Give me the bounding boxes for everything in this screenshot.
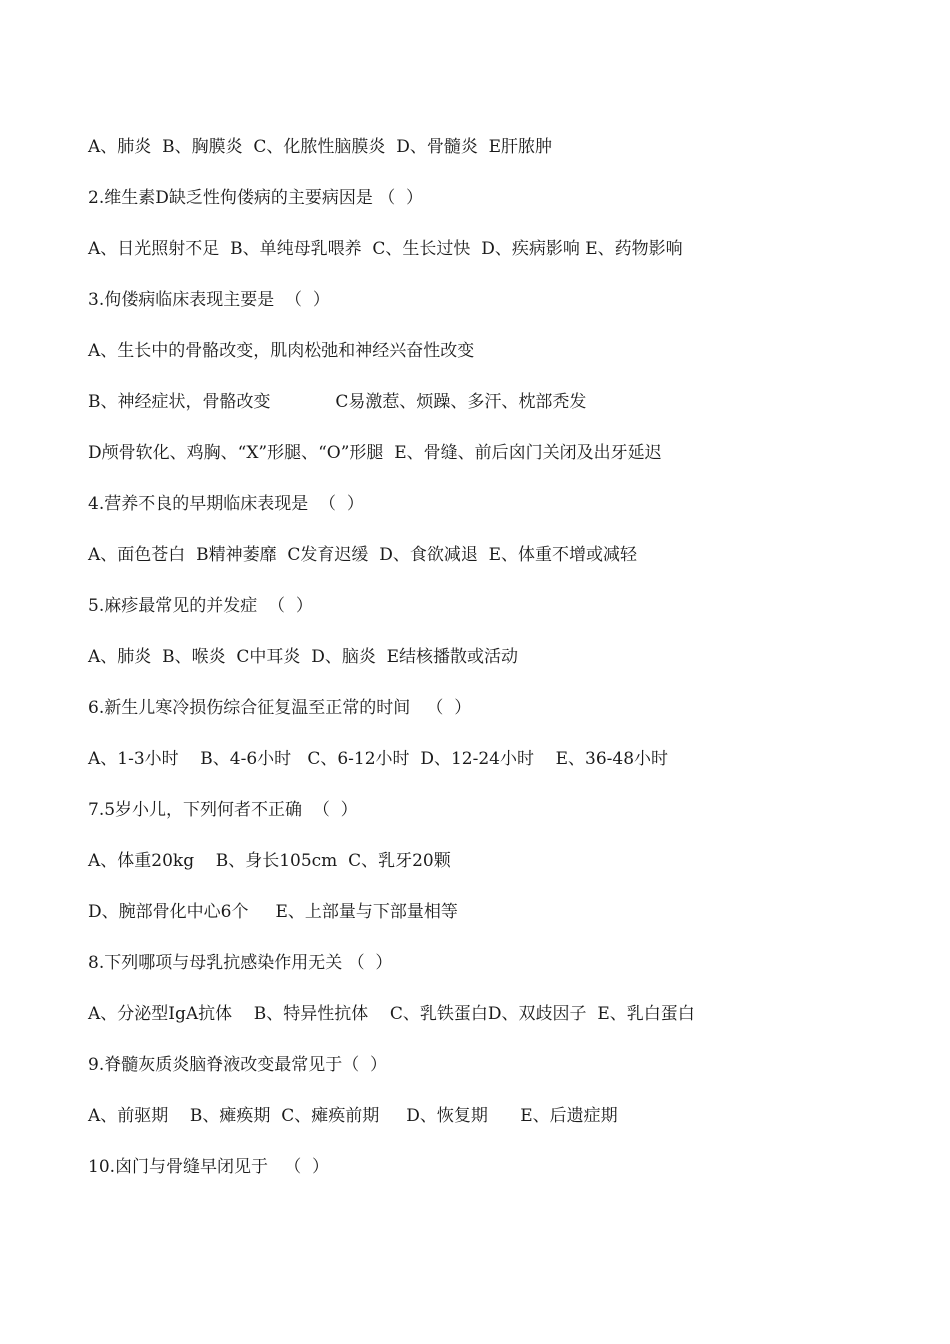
- q2-stem: 2.维生素D缺乏性佝偻病的主要病因是 （ ）: [88, 188, 424, 208]
- q7-options-a-c: A、体重20kg B、身长105cm C、乳牙20颗: [88, 851, 451, 871]
- q5-options: A、肺炎 B、喉炎 C中耳炎 D、脑炎 E结核播散或活动: [88, 647, 519, 667]
- q10-stem: 10.囟门与骨缝早闭见于 （ ）: [88, 1157, 330, 1177]
- q4-options: A、面色苍白 B精神萎靡 C发育迟缓 D、食欲减退 E、体重不增或减轻: [88, 545, 638, 565]
- q3-options-b-c: B、神经症状，骨骼改变 C易激惹、烦躁、多汗、枕部秃发: [88, 392, 587, 412]
- q4-stem: 4.营养不良的早期临床表现是 （ ）: [88, 494, 364, 514]
- q8-options: A、分泌型IgA抗体 B、特异性抗体 C、乳铁蛋白D、双歧因子 E、乳白蛋白: [88, 1004, 695, 1024]
- q1-options: A、肺炎 B、胸膜炎 C、化脓性脑膜炎 D、骨髓炎 E肝脓肿: [88, 137, 553, 157]
- q9-options: A、前驱期 B、瘫痪期 C、瘫痪前期 D、恢复期 E、后遗症期: [88, 1106, 618, 1126]
- q7-stem: 7.5岁小儿，下列何者不正确 （ ）: [88, 800, 358, 820]
- q3-option-a: A、生长中的骨骼改变，肌肉松弛和神经兴奋性改变: [88, 341, 475, 361]
- q7-options-d-e: D、腕部骨化中心6个 E、上部量与下部量相等: [88, 902, 458, 922]
- q2-options: A、日光照射不足 B、单纯母乳喂养 C、生长过快 D、疾病影响 E、药物影响: [88, 239, 683, 259]
- q6-options: A、1-3小时 B、4-6小时 C、6-12小时 D、12-24小时 E、36-48小时: [88, 749, 669, 769]
- q3-stem: 3.佝偻病临床表现主要是 （ ）: [88, 290, 330, 310]
- q5-stem: 5.麻疹最常见的并发症 （ ）: [88, 596, 313, 616]
- q9-stem: 9.脊髓灰质炎脑脊液改变最常见于（ ）: [88, 1055, 388, 1075]
- q8-stem: 8.下列哪项与母乳抗感染作用无关 （ ）: [88, 953, 393, 973]
- q3-options-d-e: D颅骨软化、鸡胸、“X”形腿、“O”形腿 E、骨缝、前后囟门关闭及出牙延迟: [88, 443, 662, 463]
- q6-stem: 6.新生儿寒冷损伤综合征复温至正常的时间 （ ）: [88, 698, 472, 718]
